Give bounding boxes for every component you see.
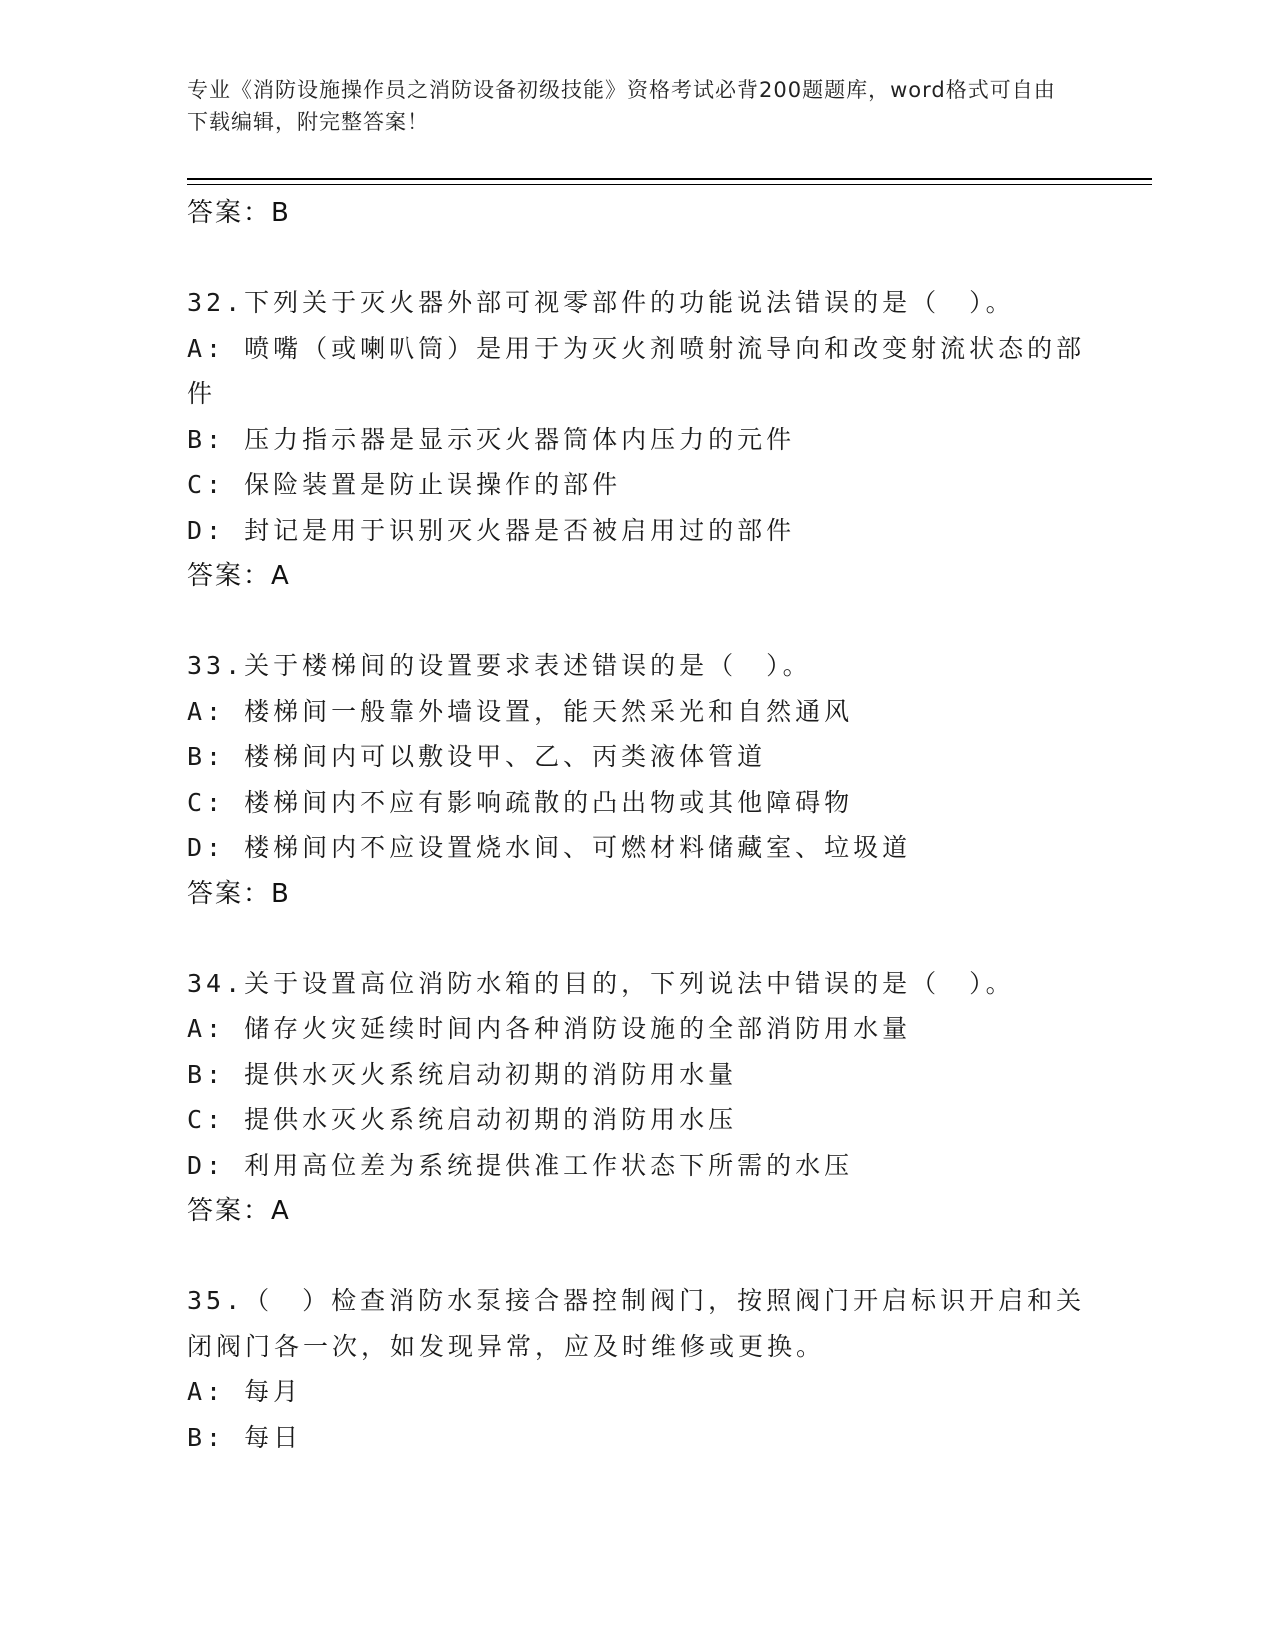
answer-line: 答案：A <box>187 1196 291 1226</box>
option-d: D: 利用高位差为系统提供准工作状态下所需的水压 <box>187 1150 854 1180</box>
option-c: C: 保险装置是防止误操作的部件 <box>187 470 622 499</box>
question-stem: 34.关于设置高位消防水箱的目的，下列说法中错误的是（ ）。 <box>187 968 1015 998</box>
header-rule-thin <box>187 184 1152 185</box>
answer-line: 答案：B <box>187 878 291 909</box>
question-stem: 35.（ ）检查消防水泵接合器控制阀门，按照阀门开启标识开启和关闭阀门各一次，如发现异常，应及时维修或更换。 <box>187 1286 1086 1361</box>
question-32 <box>187 280 1087 599</box>
option-a: A: 储存火灾延续时间内各种消防设施的全部消防用水量 <box>187 1014 912 1043</box>
header-rule-thick <box>187 178 1152 180</box>
question-list <box>187 190 1087 1460</box>
question-35 <box>187 1278 1087 1460</box>
question-34 <box>187 961 1087 1235</box>
option-b: B: 压力指示器是显示灭火器筒体内压力的元件 <box>187 424 796 454</box>
question-33 <box>187 643 1087 917</box>
question-stem: 32.下列关于灭火器外部可视零部件的功能说法错误的是（ ）。 <box>187 288 1015 317</box>
option-a: A: 喷嘴（或喇叭筒）是用于为灭火剂喷射流导向和改变射流状态的部件 <box>187 333 1086 408</box>
option-d: D: 楼梯间内不应设置烧水间、可燃材料储藏室、垃圾道 <box>187 833 912 862</box>
option-b: B: 提供水灭火系统启动初期的消防用水量 <box>187 1059 738 1089</box>
option-b: B: 每日 <box>187 1422 303 1452</box>
question-stem: 33.关于楼梯间的设置要求表述错误的是（ ）。 <box>187 651 812 680</box>
document-header: 专业《消防设施操作员之消防设备初级技能》资格考试必背200题题库，word格式可自由下载编辑，附完整答案！ <box>187 78 1056 134</box>
option-a: A: 每月 <box>187 1377 303 1406</box>
answer-line: 答案：B <box>187 198 291 228</box>
option-d: D: 封记是用于识别灭火器是否被启用过的部件 <box>187 515 796 545</box>
option-c: C: 提供水灭火系统启动初期的消防用水压 <box>187 1105 738 1134</box>
option-b: B: 楼梯间内可以敷设甲、乙、丙类液体管道 <box>187 742 767 771</box>
option-a: A: 楼梯间一般靠外墙设置，能天然采光和自然通风 <box>187 696 854 726</box>
option-c: C: 楼梯间内不应有影响疏散的凸出物或其他障碍物 <box>187 787 854 817</box>
answer-line: 答案：A <box>187 561 291 591</box>
